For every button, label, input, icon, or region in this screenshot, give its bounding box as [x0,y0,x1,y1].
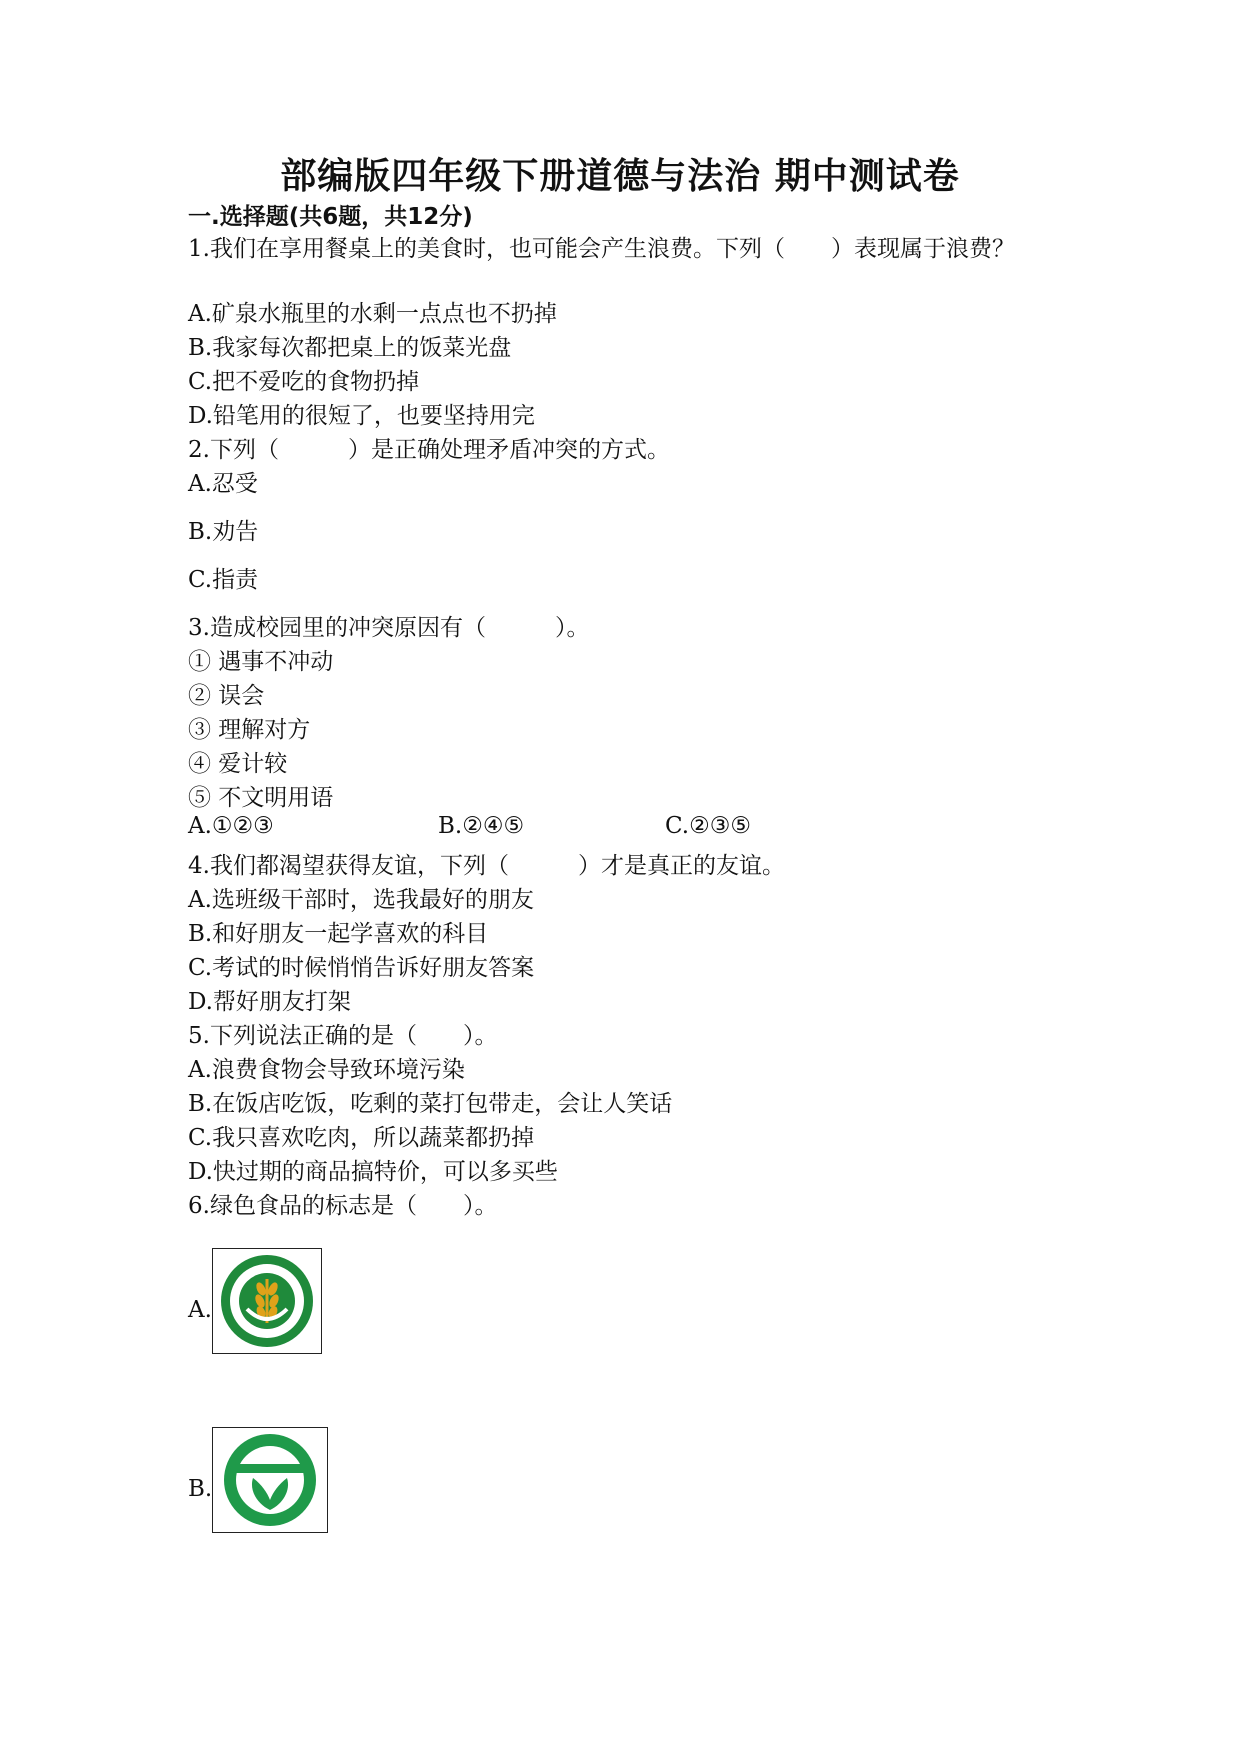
question-2-option-c: C.指责 [188,567,259,593]
question-5-option-a: A.浪费食物会导致环境污染 [188,1057,465,1083]
question-4-stem: 4.我们都渴望获得友谊，下列（ ）才是真正的友谊。 [188,853,785,879]
question-2-option-b: B.劝告 [188,519,259,545]
question-3-option-a: A.①②③ [188,813,274,839]
question-3-statement-3: ③ 理解对方 [188,717,311,743]
question-3-statement-4: ④ 爱计较 [188,751,288,777]
green-food-logo-icon [213,1428,327,1532]
question-1-option-a: A.矿泉水瓶里的水剩一点点也不扔掉 [188,301,557,327]
question-4-option-b: B.和好朋友一起学喜欢的科目 [188,921,489,947]
question-3-option-b: B.②④⑤ [438,813,525,839]
page-title: 部编版四年级下册道德与法治 期中测试卷 [280,156,960,197]
question-1-stem: 1.我们在享用餐桌上的美食时，也可能会产生浪费。下列（ ）表现属于浪费？ [188,236,1015,262]
pollution-free-logo-icon [213,1249,321,1353]
question-5-option-d: D.快过期的商品搞特价，可以多买些 [188,1159,558,1185]
logo-a-image [212,1248,322,1354]
section-heading: 一.选择题(共6题，共12分) [188,204,473,230]
question-2-option-a: A.忍受 [188,471,258,497]
question-4-option-c: C.考试的时候悄悄告诉好朋友答案 [188,955,535,981]
question-3-statement-1: ① 遇事不冲动 [188,649,334,675]
question-2-stem: 2.下列（ ）是正确处理矛盾冲突的方式。 [188,437,670,463]
question-1-option-b: B.我家每次都把桌上的饭菜光盘 [188,335,512,361]
question-6-option-a-label: A. [188,1297,212,1323]
question-6-option-b-label: B. [188,1476,213,1502]
question-4-option-d: D.帮好朋友打架 [188,989,351,1015]
question-1-option-d: D.铅笔用的很短了，也要坚持用完 [188,403,535,429]
question-5-option-b: B.在饭店吃饭，吃剩的菜打包带走，会让人笑话 [188,1091,673,1117]
question-5-option-c: C.我只喜欢吃肉，所以蔬菜都扔掉 [188,1125,535,1151]
question-3-option-c: C.②③⑤ [665,813,751,839]
logo-b-image [212,1427,328,1533]
question-3-statement-2: ② 误会 [188,683,265,709]
question-4-option-a: A.选班级干部时，选我最好的朋友 [188,887,534,913]
question-5-stem: 5.下列说法正确的是（ ）。 [188,1023,498,1049]
question-3-statement-5: ⑤ 不文明用语 [188,785,334,811]
question-6-stem: 6.绿色食品的标志是（ ）。 [188,1193,498,1219]
question-1-option-c: C.把不爱吃的食物扔掉 [188,369,420,395]
question-3-stem: 3.造成校园里的冲突原因有（ ）。 [188,615,590,641]
